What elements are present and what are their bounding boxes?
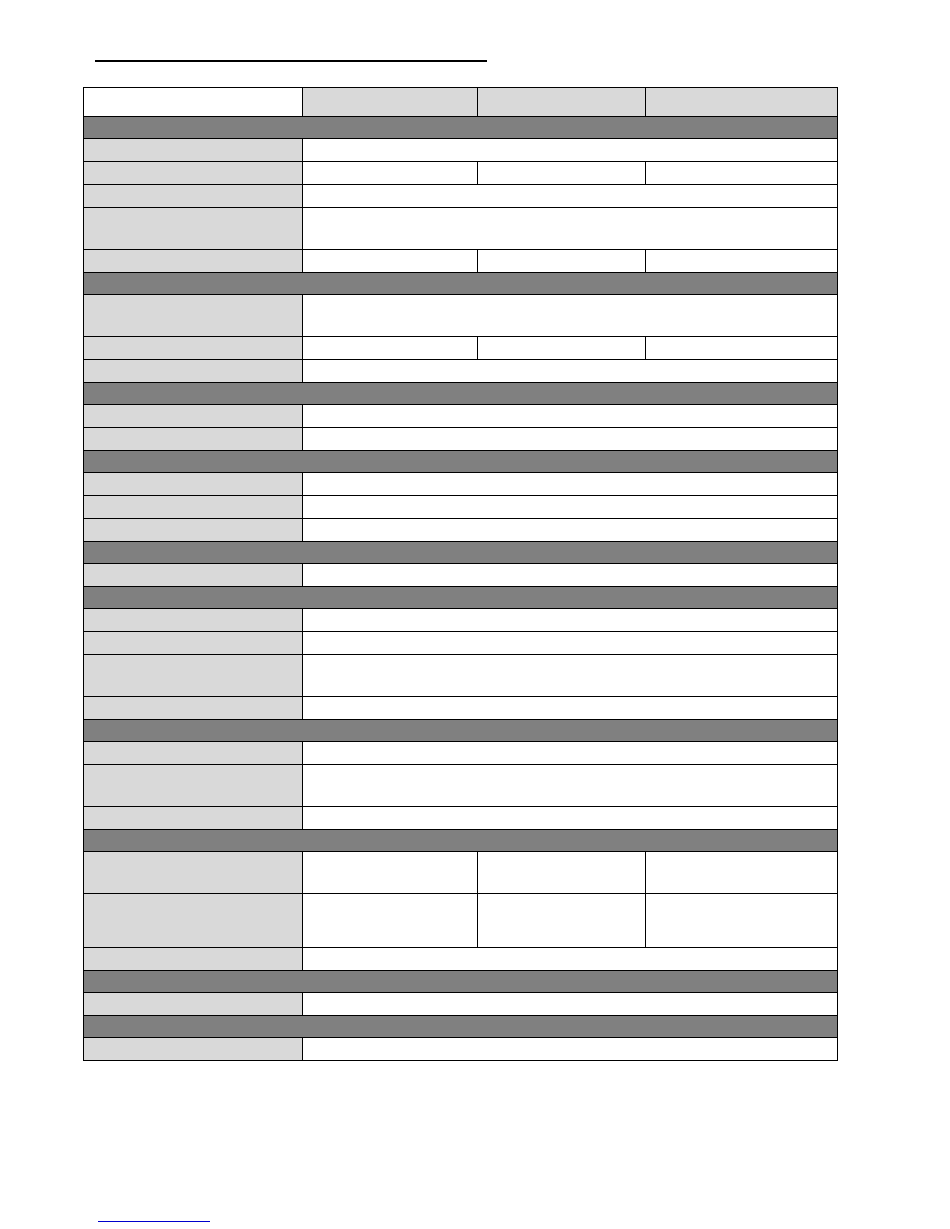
model-column-header (478, 88, 646, 117)
spec-label (84, 1038, 303, 1061)
spec-table (83, 87, 838, 1061)
spec-value (303, 609, 838, 632)
spec-value (303, 405, 838, 428)
spec-value (303, 765, 838, 807)
section-title (84, 720, 838, 742)
model-column-header (303, 88, 478, 117)
spec-value (303, 496, 838, 519)
section-title (84, 542, 838, 564)
spec-value-model-1 (303, 250, 478, 273)
spec-row (84, 473, 838, 496)
spec-label (84, 807, 303, 830)
spec-label (84, 250, 303, 273)
spec-row (84, 655, 838, 697)
spec-row (84, 496, 838, 519)
spec-row (84, 807, 838, 830)
spec-label (84, 655, 303, 697)
spec-value-model-1 (303, 894, 478, 948)
spec-row (84, 405, 838, 428)
spec-row (84, 564, 838, 587)
section-title (84, 971, 838, 993)
spec-value (303, 139, 838, 162)
header-corner-cell (84, 88, 303, 117)
section-header-row (84, 830, 838, 852)
spec-value-model-2 (478, 162, 646, 185)
spec-label (84, 564, 303, 587)
spec-value-model-3 (646, 894, 838, 948)
spec-label (84, 948, 303, 971)
spec-row (84, 609, 838, 632)
spec-row (84, 993, 838, 1016)
spec-value (303, 632, 838, 655)
spec-label (84, 765, 303, 807)
spec-row (84, 295, 838, 337)
spec-value-model-2 (478, 894, 646, 948)
spec-label (84, 852, 303, 894)
section-header-row (84, 720, 838, 742)
spec-value-model-1 (303, 852, 478, 894)
spec-label (84, 496, 303, 519)
section-header-row (84, 451, 838, 473)
spec-label (84, 139, 303, 162)
spec-value (303, 655, 838, 697)
spec-row (84, 250, 838, 273)
spec-row (84, 765, 838, 807)
spec-value (303, 948, 838, 971)
section-title (84, 117, 838, 139)
spec-value-model-3 (646, 337, 838, 360)
spec-row (84, 139, 838, 162)
spec-value (303, 1038, 838, 1061)
spec-value (303, 807, 838, 830)
spec-value (303, 993, 838, 1016)
section-title (84, 1016, 838, 1038)
spec-value-model-3 (646, 852, 838, 894)
spec-value-model-3 (646, 250, 838, 273)
spec-label (84, 632, 303, 655)
spec-label (84, 519, 303, 542)
section-title (84, 830, 838, 852)
spec-label (84, 473, 303, 496)
spec-value (303, 295, 838, 337)
spec-value-model-1 (303, 337, 478, 360)
spec-row (84, 697, 838, 720)
spec-value (303, 519, 838, 542)
spec-label (84, 894, 303, 948)
section-header-row (84, 1016, 838, 1038)
spec-row (84, 337, 838, 360)
spec-row (84, 948, 838, 971)
spec-value (303, 428, 838, 451)
spec-value-model-1 (303, 162, 478, 185)
section-header-row (84, 971, 838, 993)
spec-row (84, 632, 838, 655)
section-header-row (84, 587, 838, 609)
spec-label (84, 295, 303, 337)
spec-label (84, 162, 303, 185)
document-title-underline (95, 60, 487, 62)
spec-row (84, 519, 838, 542)
spec-value-model-3 (646, 162, 838, 185)
section-header-row (84, 273, 838, 295)
spec-label (84, 993, 303, 1016)
model-column-header (646, 88, 838, 117)
spec-row (84, 852, 838, 894)
spec-row (84, 162, 838, 185)
spec-table-body (84, 88, 838, 1061)
spec-row (84, 185, 838, 208)
spec-row (84, 1038, 838, 1061)
spec-value-model-2 (478, 852, 646, 894)
spec-row (84, 742, 838, 765)
spec-label (84, 428, 303, 451)
spec-row (84, 428, 838, 451)
spec-label (84, 360, 303, 383)
spec-row (84, 208, 838, 250)
spec-value (303, 697, 838, 720)
spec-value (303, 742, 838, 765)
spec-label (84, 405, 303, 428)
spec-value-model-2 (478, 337, 646, 360)
section-header-row (84, 542, 838, 564)
section-title (84, 587, 838, 609)
spec-label (84, 208, 303, 250)
spec-value (303, 473, 838, 496)
section-title (84, 273, 838, 295)
spec-value (303, 208, 838, 250)
spec-value (303, 185, 838, 208)
section-header-row (84, 117, 838, 139)
spec-value (303, 564, 838, 587)
spec-label (84, 609, 303, 632)
footer-link[interactable] (98, 1221, 210, 1222)
spec-label (84, 185, 303, 208)
spec-value (303, 360, 838, 383)
spec-row (84, 894, 838, 948)
spec-row (84, 360, 838, 383)
spec-value-model-2 (478, 250, 646, 273)
section-header-row (84, 383, 838, 405)
section-title (84, 383, 838, 405)
table-header-row (84, 88, 838, 117)
section-title (84, 451, 838, 473)
spec-label (84, 742, 303, 765)
spec-label (84, 697, 303, 720)
spec-label (84, 337, 303, 360)
